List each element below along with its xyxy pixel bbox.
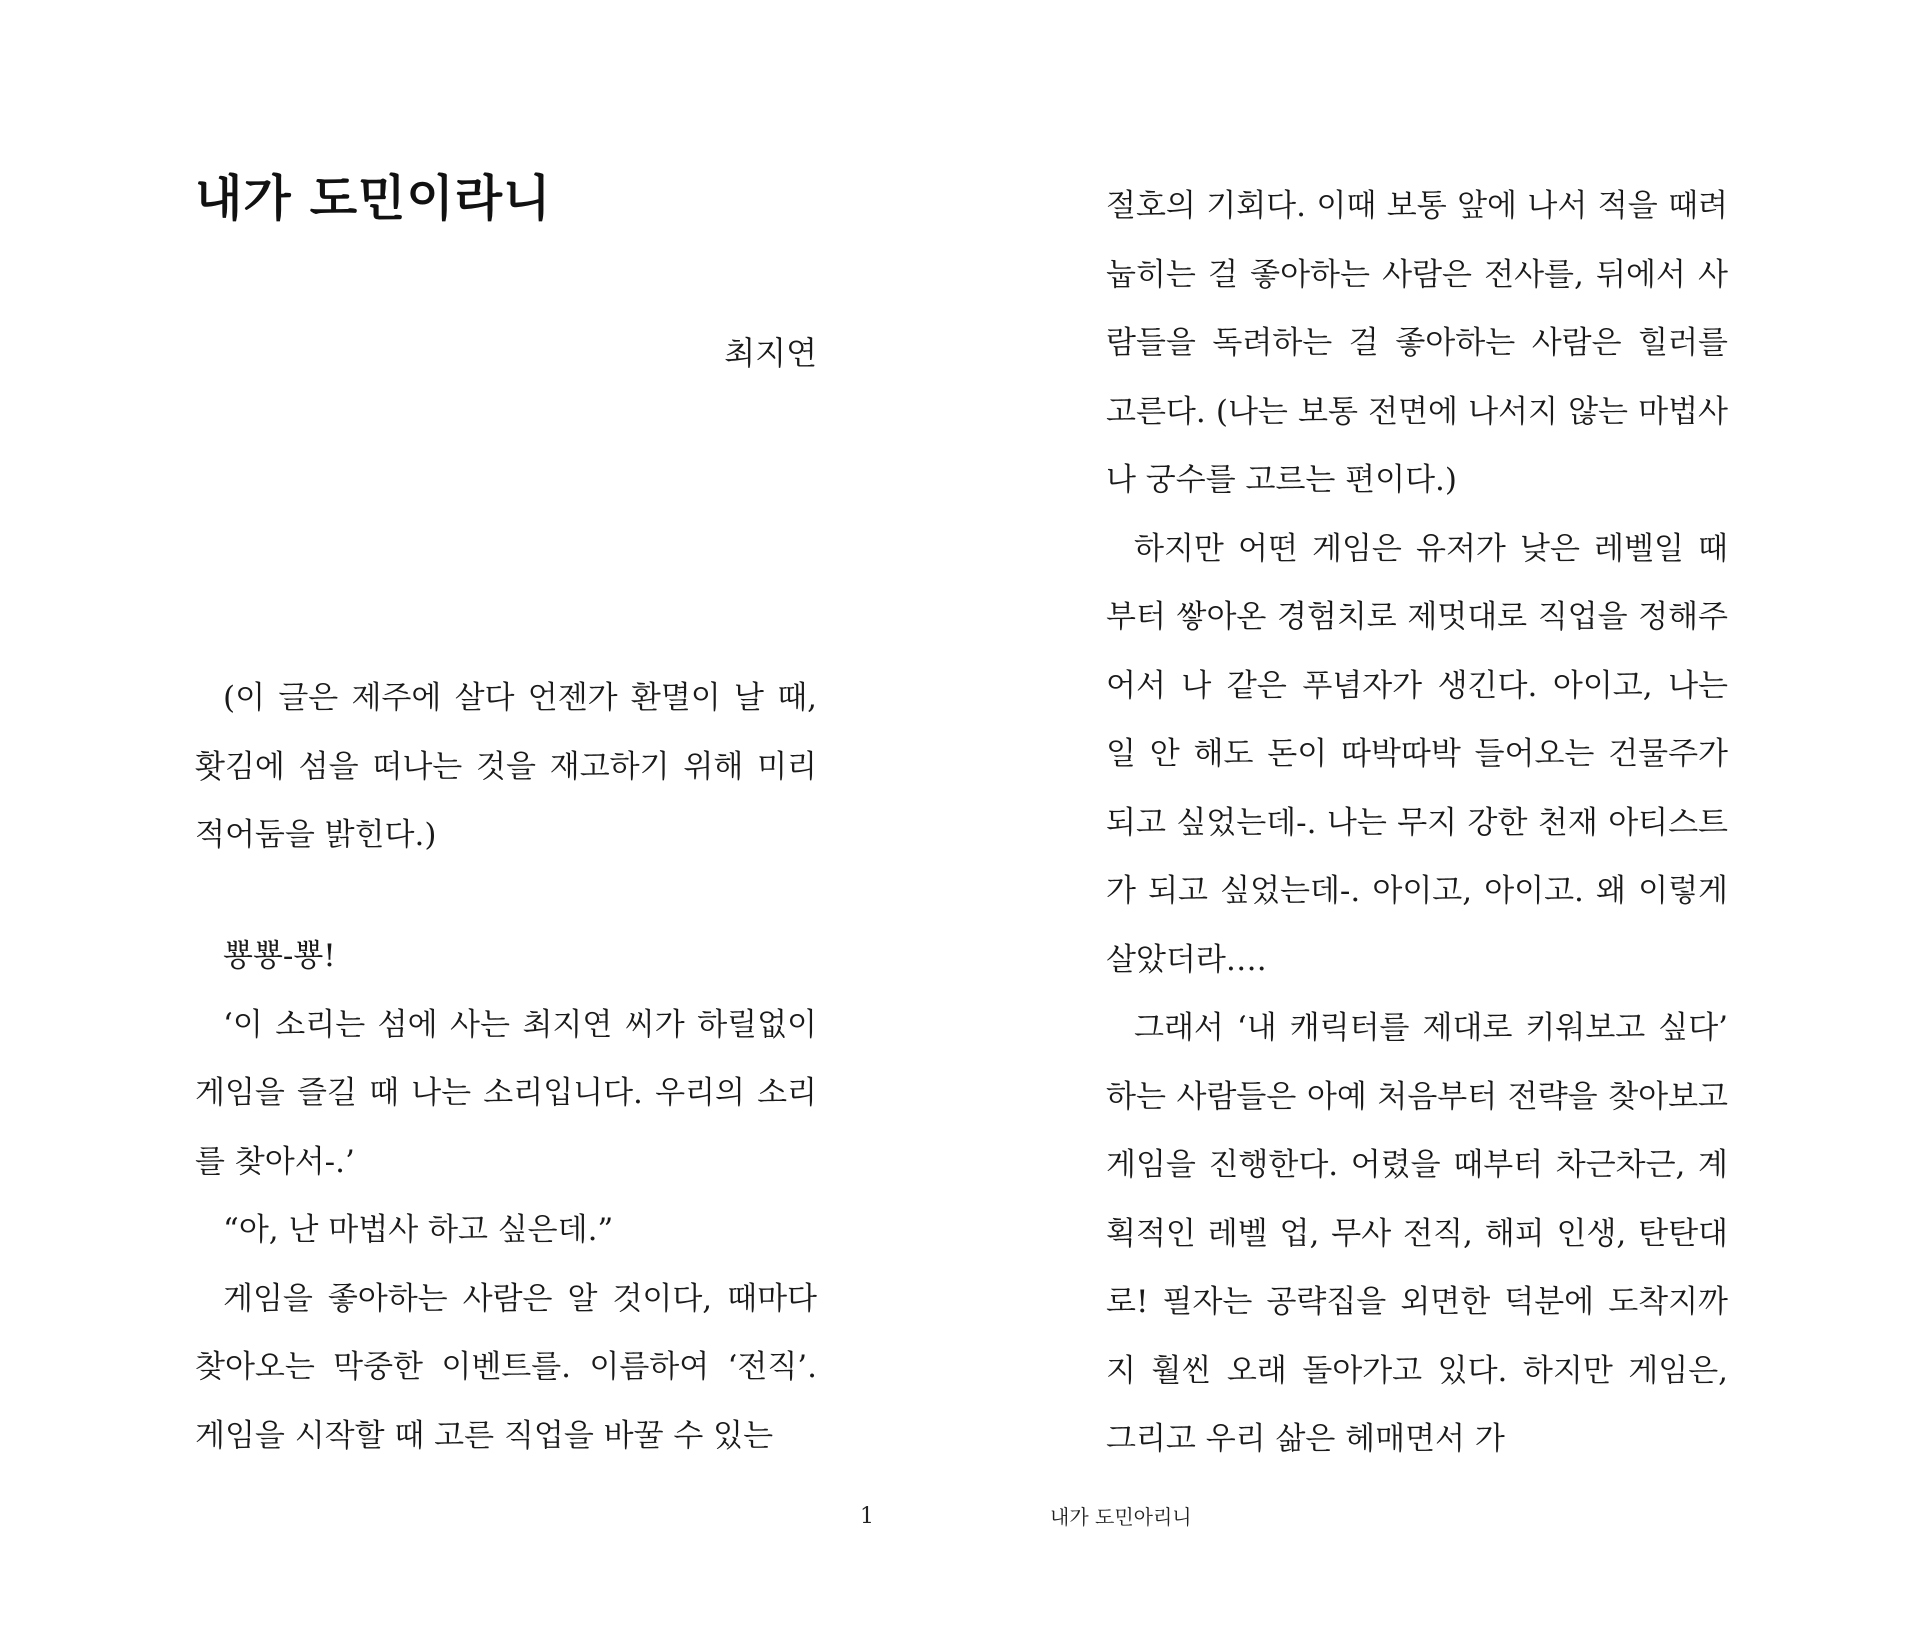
body-paragraph: 뿅뿅-뿅! (223, 938, 336, 974)
note-paragraph: (이 글은 제주에 살다 언젠가 환멸이 날 때, 홧김에 섬을 떠나는 것을 재고하기 위해 미리 적어둠을 밝힌다.) (195, 680, 817, 853)
body-paragraph: 하지만 어떤 게임은 유저가 낮은 레벨일 때부터 쌓아온 경험치로 제멋대로 직업을 정해주어서 나 같은 푸념자가 생긴다. 아이고, 나는 일 안 해도 돈이 따박따박 들어오는 건물주가 되고 싶었는데-. 나는 무지 강한 천재 아티스트가 되고 싶었는데-. 아이고, 아이고. 왜 이렇게 살았더라…. (1106, 530, 1728, 978)
author-note (195, 664, 817, 870)
running-title: 내가 도민아리니 (1050, 1505, 1192, 1529)
story-title: 내가 도민이라니 (195, 170, 552, 227)
right-body-text (1106, 172, 1728, 1474)
body-paragraph: 절호의 기회다. 이때 보통 앞에 나서 적을 때려눕히는 걸 좋아하는 사람은 전사를, 뒤에서 사람들을 독려하는 걸 좋아하는 사람은 힐러를 고른다. (나는 보통 전면에 나서지 않는 마법사나 궁수를 고르는 편이다.) (1106, 188, 1728, 498)
body-paragraph: 그래서 ‘내 캐릭터를 제대로 키워보고 싶다’ 하는 사람들은 아예 처음부터 전략을 찾아보고 게임을 진행한다. 어렸을 때부터 차근차근, 계획적인 레벨 업, 무사 전직, 해피 인생, 탄탄대로! 필자는 공략집을 외면한 덕분에 도착지까지 훨씬 오래 돌아가고 있다. 하지만 게임은, 그리고 우리 삶은 헤매면서 가 (1106, 1010, 1728, 1457)
body-paragraph: ‘이 소리는 섬에 사는 최지연 씨가 하릴없이 게임을 즐길 때 나는 소리입니다. 우리의 소리를 찾아서-.’ (195, 1006, 817, 1180)
body-paragraph: 게임을 좋아하는 사람은 알 것이다, 때마다 찾아오는 막중한 이벤트를. 이름하여 ‘전직’. 게임을 시작할 때 고른 직업을 바꿀 수 있는 (195, 1280, 817, 1454)
author-name: 최지연 (724, 334, 817, 372)
page-number: 1 (860, 1504, 874, 1529)
body-paragraph: “아, 난 마법사 하고 싶은데.” (223, 1212, 614, 1248)
left-body-text (195, 922, 817, 1470)
